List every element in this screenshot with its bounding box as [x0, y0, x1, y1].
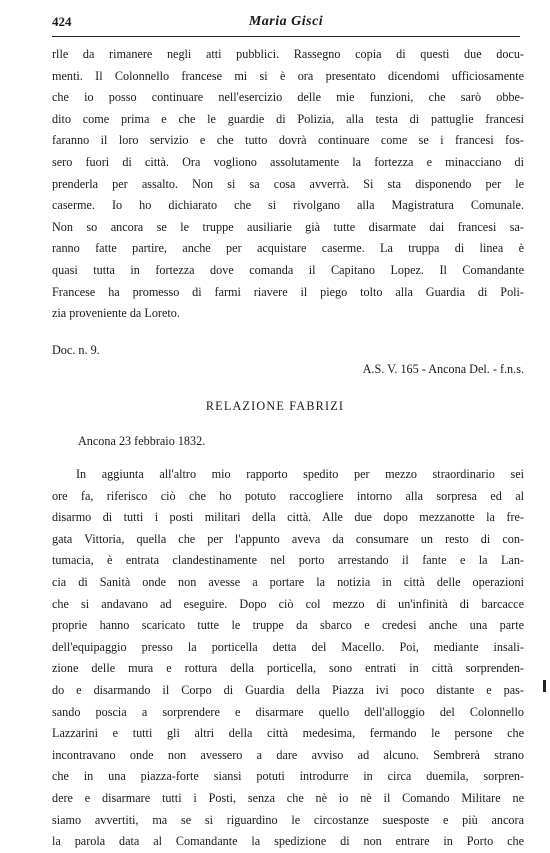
text-line: dere e disarmare tutti i Posti, senza che nè io nè il Comando Militare ne — [52, 790, 524, 805]
page-header — [52, 14, 520, 38]
page-number: 424 — [52, 14, 72, 29]
text-line: gata Vittoria, quella che per l'appunto aveva da consumare un resto di con- — [52, 531, 524, 546]
text-line: disarmo di tutti i posti militari della città. Alle due dopo mezzanotte la fre- — [52, 510, 524, 525]
text-line: faranno il loro servizio e che tutto dovrà continuare come se i francesi fos- — [52, 133, 524, 148]
margin-mark — [543, 680, 546, 692]
text-line: Non so ancora se le truppe ausiliarie già tutte disarmate dai francesi sa- — [52, 219, 524, 234]
text-line: che in una piazza-forte siansi potuti introdurre in circa duemila, sorpren- — [52, 769, 524, 784]
text-line: incontravano onde non avessero a dare avviso ad alcuno. Sembrerà strano — [52, 747, 524, 762]
text-line: siamo avvertiti, ma se si riguardino le circostanze suesposte e più ancora — [52, 812, 524, 827]
text-line: do e disarmando il Corpo di Guardia della Piazza ivi poco distante e pas- — [52, 682, 524, 697]
report-paragraph — [52, 464, 524, 853]
running-title: Maria Gisci — [248, 14, 324, 29]
text-line: cia di Sanità onde non avesse a portare la notizia in città delle operazioni — [52, 574, 524, 589]
text-line: proprie hanno scaricato tutte le truppe da sbarco e credesi anche una parte — [52, 618, 524, 633]
text-line: ranno fatte partire, anche per acquistare caserme. La truppa di linea è — [52, 241, 524, 256]
archive-reference: A.S. V. 165 - Ancona Del. - f.n.s. — [362, 362, 524, 376]
text-line: dell'equipaggio presso la porticella detta del Macello. Poi, mediante insali- — [52, 639, 524, 654]
text-line: sero fuori di città. Ora vogliono assolutamente la fortezza e minacciano di — [52, 154, 524, 169]
document-number: Doc. n. 9. — [52, 343, 100, 357]
text-line: menti. Il Colonnello francese mi si è ora presentato dicendomi ufficiosamente — [52, 68, 524, 83]
text-line: prenderla per assalto. Non si sa cosa avverrà. Si sta disponendo per le — [52, 176, 524, 191]
text-line: che io posso continuare nell'esercizio delle mie funzioni, che sarò obbe- — [52, 90, 524, 105]
text-line: tumacia, è entrata clandestinamente nel porto arrestando il fante e la Lan- — [52, 553, 524, 568]
header-rule — [52, 36, 520, 37]
paragraph-continued — [52, 44, 524, 325]
text-line: rlle da rimanere negli atti pubblici. Rassegno copia di questi due docu- — [52, 47, 524, 61]
text-line: caserme. Io ho dichiarato che si rivolgano alla Magistratura Comunale. — [52, 198, 524, 213]
text-line: Francese ha promesso di farmi riavere il piego tolto alla Guardia di Poli- — [52, 284, 524, 299]
text-line: dito come prima e che le guardie di Polizia, alla testa di pattuglie francesi — [52, 111, 524, 126]
text-line: Lazzarini e tutti gli altri della città medesima, fermando le persone che — [52, 726, 524, 741]
text-line: ore fa, riferisco ciò che ho potuto raccogliere intorno alla sorpresa ed al — [52, 488, 524, 503]
document-title: RELAZIONE FABRIZI — [205, 399, 345, 413]
text-line: quasi tutta in fortezza dove comanda il Capitano Lopez. Il Comandante — [52, 262, 524, 277]
text-line: la parola data al Comandante la spedizione di non entrare in Porto che — [52, 834, 524, 849]
text-line: zione delle mura e rottura della porticella, sono entrati in città sorprenden- — [52, 661, 524, 676]
text-line: zia proveniente da Loreto. — [52, 306, 180, 321]
dateline: Ancona 23 febbraio 1832. — [78, 434, 206, 448]
text-line: sando poscia a sorprendere e disarmare quello dell'alloggio del Colonnello — [52, 704, 524, 719]
text-line: In aggiunta all'altro mio rapporto spedito per mezzo straordinario sei — [76, 467, 524, 481]
text-line: che si andavano ad eseguire. Dopo ciò col mezzo di un'infinità di barcacce — [52, 596, 524, 611]
